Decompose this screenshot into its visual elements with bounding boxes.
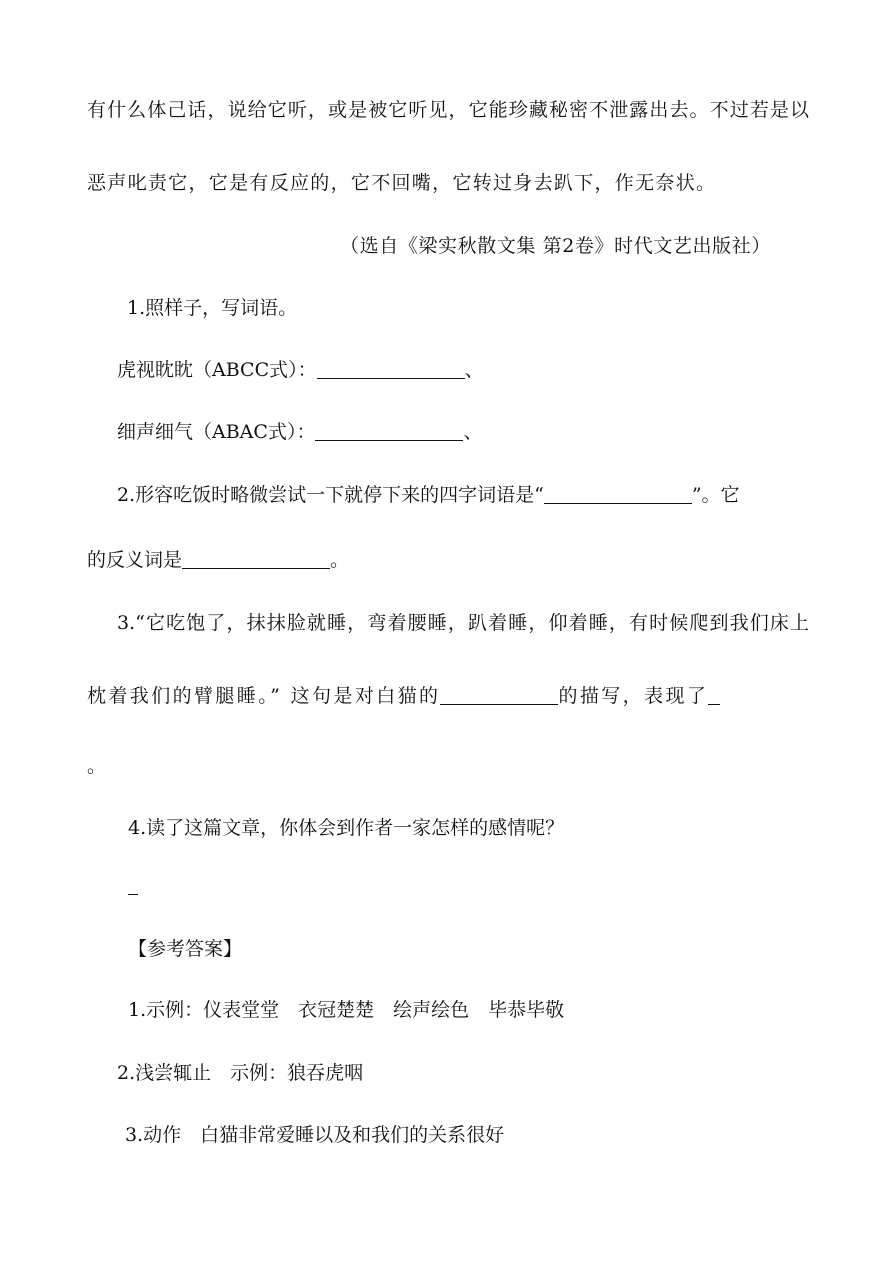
passage-line-1: 有什么体己话，说给它听，或是被它听见，它能珍藏秘密不泄露出去。不过若是以	[87, 99, 809, 121]
question-2-text-b: ”。它	[691, 484, 740, 506]
question-1b-separator: 、	[463, 421, 483, 443]
source-citation: （选自《梁实秋散文集 第2卷》时代文艺出版社）	[340, 235, 771, 257]
question-1b-label: 细声细气（ABAC式）：	[117, 421, 316, 443]
question-3-line-2	[87, 684, 720, 708]
question-1a-separator: 、	[464, 359, 484, 381]
answer-3: 3.动作 白猫非常爱睡以及和我们的关系很好	[125, 1124, 505, 1146]
answer-blank-3a[interactable]	[440, 686, 558, 705]
answer-blank-3b[interactable]	[708, 686, 720, 705]
question-4-title: 4.读了这篇文章，你体会到作者一家怎样的感情呢？	[128, 817, 565, 839]
question-2-text-c: 的反义词是	[87, 549, 183, 571]
answer-blank-2b[interactable]	[182, 550, 330, 569]
question-1a	[117, 358, 484, 382]
question-3-end: 。	[87, 755, 107, 777]
question-2-text-a: 2.形容吃饭时略微尝试一下就停下来的四字词语是“	[117, 484, 544, 506]
answer-blank-4[interactable]	[128, 878, 138, 895]
question-2-line-2	[87, 548, 349, 572]
question-2-text-d: 。	[330, 549, 350, 571]
question-1-title: 1.照样子，写词语。	[127, 297, 298, 319]
question-1a-label: 虎视眈眈（ABCC式）：	[117, 359, 317, 381]
answer-1: 1.示例：仪表堂堂 衣冠楚楚 绘声绘色 毕恭毕敬	[128, 999, 565, 1021]
answer-blank-1b[interactable]	[315, 422, 463, 441]
answer-blank-1a[interactable]	[317, 360, 465, 379]
question-3-text-b: 的描写，表现了	[558, 685, 709, 707]
question-3-text-a: 枕着我们的臂腿睡。” 这句是对白猫的	[87, 685, 441, 707]
answers-heading: 【参考答案】	[128, 938, 243, 960]
question-2-line-1	[117, 483, 740, 507]
answer-blank-2a[interactable]	[544, 485, 692, 504]
question-1b	[117, 420, 482, 444]
answer-2: 2.浅尝辄止 示例：狼吞虎咽	[117, 1062, 364, 1084]
question-3-line-1: 3.“它吃饱了，抹抹脸就睡，弯着腰睡，趴着睡，仰着睡，有时候爬到我们床上	[117, 612, 809, 634]
passage-line-2: 恶声叱责它，它是有反应的，它不回嘴，它转过身去趴下，作无奈状。	[87, 172, 717, 194]
